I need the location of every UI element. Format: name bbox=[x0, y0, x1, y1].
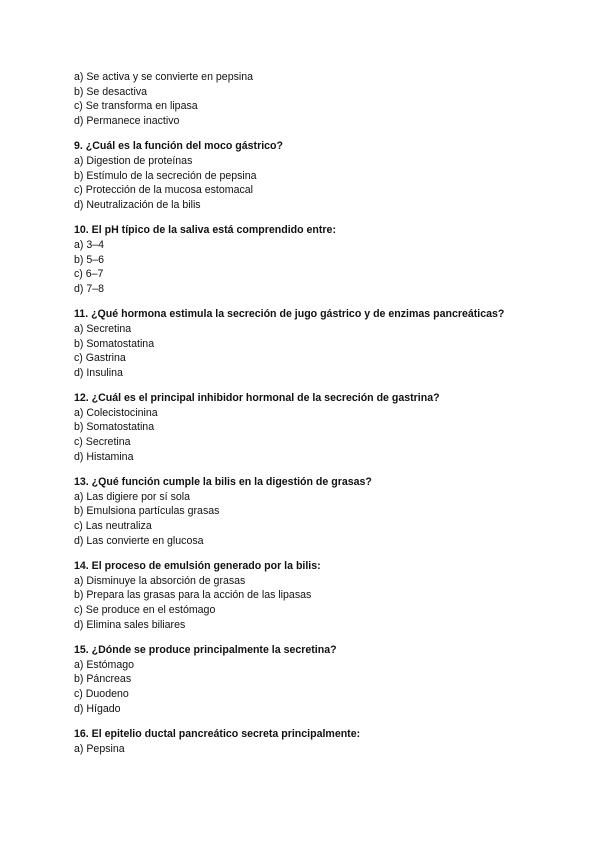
option: d) Elimina sales biliares bbox=[74, 618, 186, 631]
question-16 bbox=[74, 727, 574, 756]
option: b) Emulsiona partículas grasas bbox=[74, 505, 220, 518]
option: d) 7–8 bbox=[74, 282, 105, 295]
option: c) Secretina bbox=[74, 436, 131, 449]
option: a) Estómago bbox=[74, 658, 135, 671]
option: d) Neutralización de la bilis bbox=[74, 198, 201, 211]
option: a) Secretina bbox=[74, 322, 132, 335]
option: d) Histamina bbox=[74, 450, 134, 463]
question-14 bbox=[74, 559, 574, 632]
option: d) Las convierte en glucosa bbox=[74, 534, 204, 547]
option: c) Se produce en el estómago bbox=[74, 604, 216, 616]
option: a) Colecistocinina bbox=[74, 406, 158, 419]
option: c) 6–7 bbox=[74, 268, 104, 281]
option: a) Las digiere por sí sola bbox=[74, 490, 191, 503]
option: c) Duodeno bbox=[74, 687, 129, 700]
option: a) 3–4 bbox=[74, 238, 105, 251]
question-title: 9. ¿Cuál es la función del moco gástrico? bbox=[74, 140, 283, 153]
option: b) Estímulo de la secreción de pepsina bbox=[74, 169, 257, 182]
option: b) Somatostatina bbox=[74, 421, 155, 434]
option: b) Prepara las grasas para la acción de las lipasas bbox=[74, 589, 312, 602]
option: c) Se transforma en lipasa bbox=[74, 100, 198, 113]
option: a) Pepsina bbox=[74, 742, 125, 755]
option: b) Se desactiva bbox=[74, 85, 148, 98]
option: d) Permanece inactivo bbox=[74, 114, 180, 127]
question-title: 11. ¿Qué hormona estimula la secreción de jugo gástrico y de enzimas pancreáticas? bbox=[74, 308, 505, 321]
option: a) Digestion de proteínas bbox=[74, 154, 193, 167]
option: a) Disminuye la absorción de grasas bbox=[74, 574, 246, 587]
option: b) 5–6 bbox=[74, 253, 105, 266]
carryover-options bbox=[74, 70, 574, 128]
question-title: 15. ¿Dónde se produce principalmente la secretina? bbox=[74, 644, 337, 657]
question-11 bbox=[74, 307, 574, 380]
option: b) Páncreas bbox=[74, 673, 132, 686]
quiz-content bbox=[74, 70, 574, 756]
question-title: 10. El pH típico de la saliva está comprendido entre: bbox=[74, 224, 336, 237]
question-15 bbox=[74, 643, 574, 716]
option: c) Gastrina bbox=[74, 352, 126, 365]
option: d) Insulina bbox=[74, 366, 123, 379]
option: c) Las neutraliza bbox=[74, 520, 152, 533]
question-title: 13. ¿Qué función cumple la bilis en la digestión de grasas? bbox=[74, 476, 372, 489]
option: d) Hígado bbox=[74, 702, 121, 715]
question-10 bbox=[74, 223, 574, 296]
question-title: 12. ¿Cuál es el principal inhibidor hormonal de la secreción de gastrina? bbox=[74, 392, 440, 405]
option: b) Somatostatina bbox=[74, 337, 155, 350]
question-9 bbox=[74, 139, 574, 212]
question-13 bbox=[74, 475, 574, 548]
question-title: 16. El epitelio ductal pancreático secreta principalmente: bbox=[74, 728, 361, 741]
option: a) Se activa y se convierte en pepsina bbox=[74, 71, 254, 83]
question-title: 14. El proceso de emulsión generado por la bilis: bbox=[74, 560, 321, 573]
question-12 bbox=[74, 391, 574, 464]
option: c) Protección de la mucosa estomacal bbox=[74, 184, 253, 197]
